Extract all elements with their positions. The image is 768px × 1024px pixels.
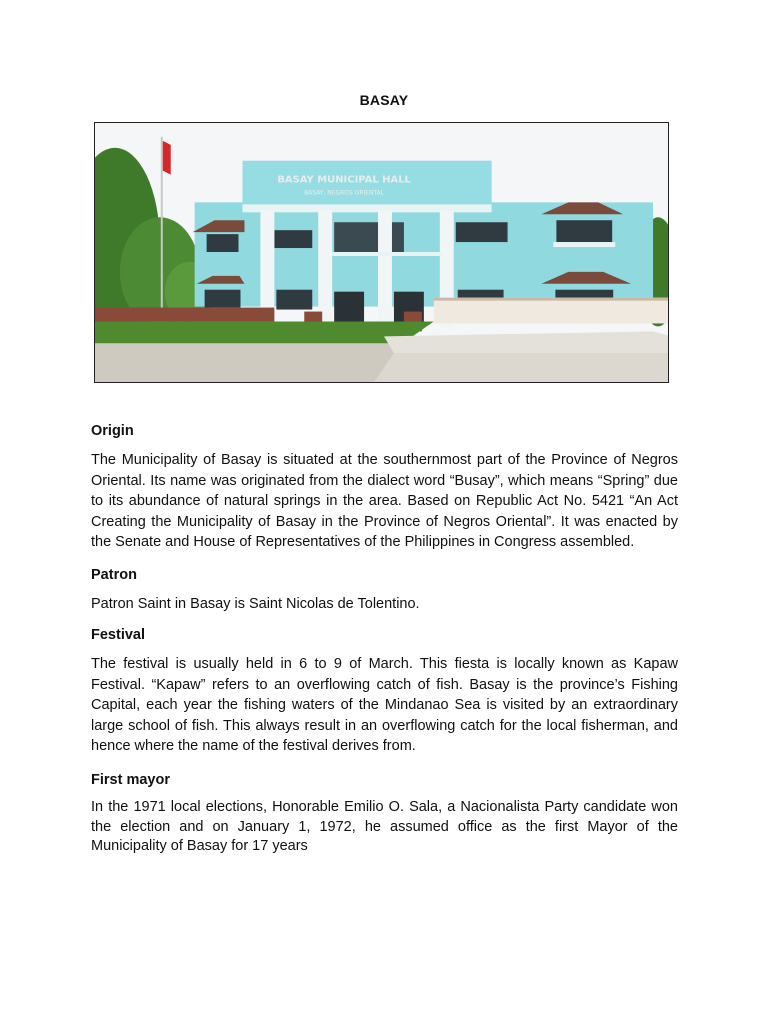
signage-line2: BASAY, NEGROS ORIENTAL — [304, 189, 385, 197]
section-paragraph: The Municipality of Basay is situated at the southernmost part of the Province of Negros Oriental. Its name was originated from the dialect word “Busay”, which means “Spring” due to its abundance of natural springs in the area. Based on Republic Act No. 5421 “An Act Creating the Municipality of Basay in the Province of Negros Oriental”. It was enacted by the Senate and House of Representatives of the Philippines in Congress assembled. — [91, 452, 678, 551]
section-heading: Festival — [91, 627, 145, 643]
section-first-mayor — [91, 772, 678, 857]
section-paragraph: The festival is usually held in 6 to 9 of March. This fiesta is locally known as Kapaw Festival. “Kapaw” refers to an overflowing catch of fish. Basay is the province’s Fishing Capital, each year the fishing waters of the Mindanao Sea is visited by an extraordinary large school of fish. This always result in an overflowing catch for the local fisherman, and hence where the name of the festival derives from. — [91, 656, 678, 755]
section-heading: Origin — [91, 423, 134, 439]
signage-line1: BASAY MUNICIPAL HALL — [277, 174, 411, 186]
section-paragraph: Patron Saint in Basay is Saint Nicolas de Tolentino. — [91, 596, 420, 612]
document-title: BASAY — [359, 92, 409, 108]
section-origin — [91, 423, 678, 553]
municipal-hall-illustration — [95, 123, 668, 382]
section-paragraph: In the 1971 local elections, Honorable Emilio O. Sala, a Nacionalista Party candidate won the election and on January 1, 1972, he assumed office as the first Mayor of the Municipality of Basay for 17 years — [91, 799, 678, 854]
municipal-hall-photo — [94, 122, 669, 383]
section-heading: First mayor — [91, 772, 170, 788]
section-festival — [91, 627, 678, 757]
section-heading: Patron — [91, 567, 137, 583]
section-patron — [91, 567, 678, 615]
